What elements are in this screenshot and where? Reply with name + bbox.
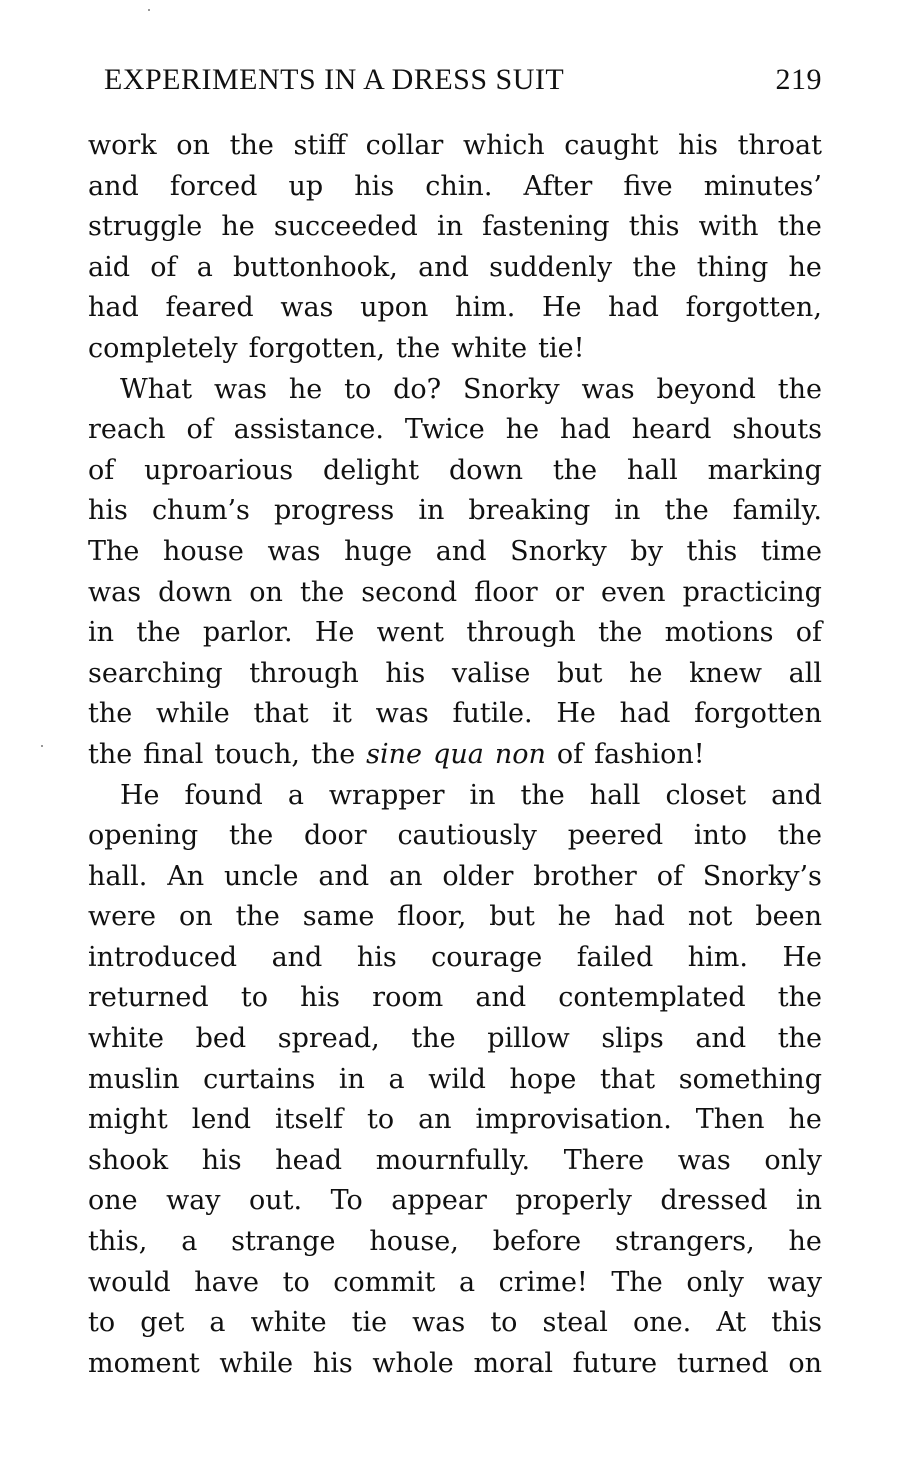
text-line: completely forgotten, the white tie! — [88, 332, 585, 364]
text-line: white bed spread, the pillow slips and the — [88, 1023, 822, 1055]
text-line: hall. An uncle and an older brother of Snorky’s — [88, 860, 822, 892]
text-line: shook his head mournfully. There was only — [88, 1144, 822, 1176]
text-line: was down on the second floor or even practicing — [88, 576, 822, 608]
text-line: reach of assistance. Twice he had heard shouts — [88, 414, 822, 446]
text-line: introduced and his courage failed him. He — [88, 941, 822, 973]
text-line: of uproarious delight down the hall marking — [88, 454, 822, 486]
text-line: to get a white tie was to steal one. At this — [88, 1307, 822, 1339]
text-line: The house was huge and Snorky by this time — [88, 535, 822, 567]
text-line: muslin curtains in a wild hope that something — [88, 1063, 822, 1095]
text-line: in the parlor. He went through the motions of — [88, 617, 822, 649]
text-line: returned to his room and contemplated the — [88, 982, 822, 1014]
text-line: and forced up his chin. After five minutes’ — [88, 170, 822, 202]
running-head — [88, 58, 822, 102]
text-line: would have to commit a crime! The only way — [88, 1266, 822, 1298]
book-page — [88, 58, 822, 1384]
body-text — [88, 126, 822, 1384]
page-number: 219 — [775, 63, 822, 96]
running-head-title: EXPERIMENTS IN A DRESS SUIT — [104, 63, 565, 96]
print-speck — [41, 745, 43, 747]
text-line: had feared was upon him. He had forgotten, — [88, 292, 822, 324]
text-line: struggle he succeeded in fastening this with the — [88, 211, 822, 243]
text-line: He found a wrapper in the hall closet and — [120, 779, 822, 811]
text-line: the final touch, the sine qua non of fashion! — [88, 738, 705, 770]
text-line: work on the stiff collar which caught his throat — [88, 130, 822, 161]
text-line: aid of a buttonhook, and suddenly the thing he — [88, 251, 822, 283]
text-line: this, a strange house, before strangers, he — [88, 1226, 822, 1258]
text-line: were on the same floor, but he had not been — [88, 901, 822, 933]
text-line: What was he to do? Snorky was beyond the — [120, 373, 822, 405]
text-line: opening the door cautiously peered into the — [88, 820, 822, 852]
text-line: his chum’s progress in breaking in the family. — [88, 495, 822, 527]
text-line: the while that it was futile. He had forgotten — [88, 698, 822, 730]
text-line: moment while his whole moral future turned on — [88, 1347, 822, 1379]
text-line: searching through his valise but he knew all — [88, 657, 822, 689]
text-line: might lend itself to an improvisation. Then he — [88, 1104, 822, 1136]
print-speck — [148, 9, 150, 11]
text-line: one way out. To appear properly dressed in — [88, 1185, 822, 1217]
